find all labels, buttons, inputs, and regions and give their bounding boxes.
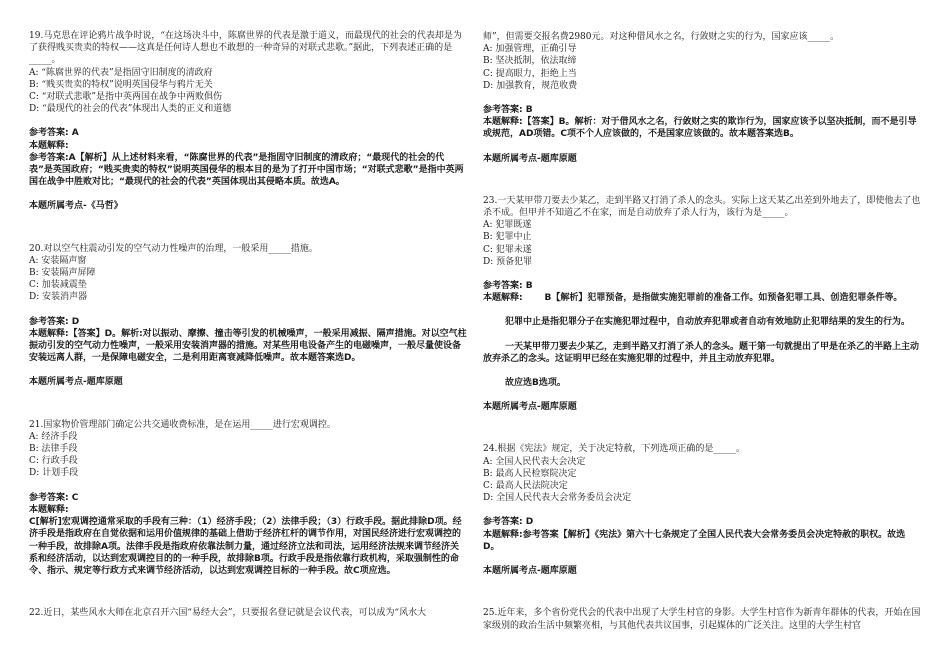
explanation: 参考答案:A【解析】从上述材料来看，“陈腐世界的代表”是指固守旧制度的清政府；“最现代的社会的代表”是英国政府；“贱买贵卖的特权”说明英国侵华的根本目的是为了打开中国市场；“对联式悲歌”是指中英两国在战争中胜败对比；“最现代的社会的代表”英国体现出其侵略本质。故选A。 (29, 152, 464, 188)
answer: 参考答案: B (483, 105, 533, 116)
explanation-paragraph: 犯罪中止是指犯罪分子在实施犯罪过程中，自动放弃犯罪或者自动有效地防止犯罪结果的发生的行为。 (505, 317, 911, 328)
question-22-continued (483, 31, 921, 165)
answer: 参考答案: D (29, 316, 80, 327)
option-c: C: 犯罪未遂 (483, 244, 532, 255)
explanation: C[解析]宏观调控通常采取的手段有三种：（1）经济手段；（2）法律手段；（3）行政手段。据此排除D项。经济手段是指政府在自觉依据和运用价值规律的基础上借助于经济杠杆的调节作用，对国民经济进行宏观调控的一种手段，故排除A项。法律手段是指政府依靠法制力量，通过经济立法和司法，运用经济法规来调节经济关系和经济活动，以达到宏观调控目的的一种手段，故排除B项。行政手段是指依靠行政机构，采取强制性的命令、指示、规定等行政方式来调节经济活动，以达到宏观调控目标的一种手段。故C项应选。 (29, 517, 462, 576)
option-d: D: “最现代的社会的代表”体现出人类的正义和道德 (29, 104, 232, 115)
option-a: A: 安装隔声窗 (29, 255, 87, 266)
explanation-line (483, 292, 921, 304)
topic-source: 本题所属考点-题库原题 (29, 377, 123, 388)
answer: 参考答案: B (483, 281, 533, 292)
topic-source: 本题所属考点-题库原题 (483, 153, 577, 164)
left-column (29, 30, 467, 619)
option-d: D: 计划手段 (29, 468, 79, 479)
answer: 参考答案: C (29, 492, 79, 503)
option-b: B: 最高人民检察院决定 (483, 468, 577, 479)
option-d: D: 加强教育，规范收费 (483, 80, 578, 91)
option-d: D: 预备犯罪 (483, 256, 533, 267)
option-c: C: 提高眼力，拒绝上当 (483, 68, 577, 79)
option-d: D: 全国人民代表大会常务委员会决定 (483, 493, 632, 504)
explanation-label: 本题解释: (483, 293, 523, 304)
question-stem: 21.国家物价管理部门确定公共交通收费标准，是在运用_____进行宏观调控。 (29, 419, 336, 430)
explanation-text: B【解析】犯罪预备，是指做实施犯罪前的准备工作。如预备犯罪工具、创造犯罪条件等。 (544, 293, 903, 304)
explanation: 本题解释:【答案】B。解析：对于借风水之名，行敛财之实的欺诈行为，国家应该予以坚决抵制，而不是引导或规范，AD项错。C项不个人应该做的，不是国家应该做的。故本题答案选B。 (483, 117, 917, 140)
question-20 (29, 243, 467, 389)
option-b: B: 犯罪中止 (483, 232, 532, 243)
explanation: 本题解释:参考答案【解析】《宪法》第六十七条规定了全国人民代表大会常务委员会决定特赦的职权。故选D。 (483, 529, 906, 552)
explanation-label: 本题解释: (29, 504, 69, 515)
option-c: C: “对联式悲歌”是指中英两国在战争中两败俱伤 (29, 92, 222, 103)
option-b: B: 坚决抵制，依法取缔 (483, 56, 577, 67)
question-22 (29, 607, 467, 619)
option-a: A: 加强管理，正确引导 (483, 44, 577, 55)
explanation-label: 本题解释: (29, 140, 69, 151)
topic-source: 本题所属考点-题库原题 (483, 566, 577, 577)
topic-source: 本题所属考点-《马哲》 (29, 201, 123, 212)
option-c: C: 行政手段 (29, 456, 78, 467)
explanation: 本题解释:【答案】D。解析:对以振动、摩擦、撞击等引发的机械噪声，一般采用减振、隔声措施。对以空气柱振动引发的空气动力性噪声，一般采用安装消声器的措施。对某些用电设备产生的电磁噪声，一般尽量使设备安装远离人群，一是保障电磁安全，二是利用距离衰减降低噪声。故本题答案选D。 (29, 328, 467, 364)
topic-source: 本题所属考点-题库原题 (483, 402, 577, 413)
option-b: B: 安装隔声屏障 (29, 268, 96, 279)
question-23 (483, 195, 921, 414)
option-a: A: 犯罪既遂 (483, 220, 532, 231)
explanation-paragraph: 故应选B选项。 (505, 378, 566, 389)
question-24 (483, 443, 921, 577)
option-c: C: 最高人民法院决定 (483, 481, 568, 492)
question-stem: 23.一天某甲带刀要去少某乙，走到半路又打消了杀人的念头。实际上这天某乙出差到外地去了，即使他去了也杀不成。但甲并不知道乙不在家，而是自动放弃了杀人行为，该行为是_____。 (483, 195, 921, 219)
option-b: B: “贱买贵卖的特权”说明英国侵华与鸦片无关 (29, 79, 213, 90)
option-a: A: 经济手段 (29, 431, 78, 442)
right-column (483, 31, 921, 632)
question-stem: 师”，但需要交报名费2980元。对这种借风水之名，行敛财之实的行为，国家应该_____。 (483, 32, 840, 42)
question-stem: 22.近日，某些风水大师在北京召开六国“易经大会”，只要报名登记就是会议代表，可以成为“风水大 (29, 608, 427, 619)
option-a: A: “陈腐世界的代表”是指固守旧制度的清政府 (29, 67, 213, 78)
question-stem: 19.马克思在评论鸦片战争时说，“在这场决斗中，陈腐世界的代表是激于道义，而最现代的社会的代表却是为了获得贱买贵卖的特权——这真是任何诗人想也不敢想的一种奇异的对联式悲歌。”据此，下列表述正确的是_____。 (29, 31, 462, 66)
question-19 (29, 30, 467, 213)
option-d: D: 安装消声器 (29, 292, 88, 303)
question-stem: 24.根据《宪法》规定，关于决定特赦，下列选项正确的是_____。 (483, 444, 745, 455)
option-c: C: 加装减震垫 (29, 280, 87, 291)
option-b: B: 法律手段 (29, 444, 78, 455)
question-stem: 25.近年来，多个省份党代会的代表中出现了大学生村官的身影。大学生村官作为新青年群体的代表，开始在国家级别的政治生活中频繁亮相，与其他代表共议国事，引起媒体的广泛关注。这里的大学生村官 (483, 608, 921, 631)
option-a: A: 全国人民代表大会决定 (483, 456, 586, 467)
question-21 (29, 419, 467, 577)
answer: 参考答案: D (483, 517, 534, 528)
question-25 (483, 607, 921, 631)
question-stem: 20.对以空气柱震动引发的空气动力性噪声的治理，一般采用_____措施。 (29, 243, 318, 254)
explanation-paragraph: 一天某甲带刀要去少某乙，走到半路又打消了杀人的念头。题干第一句就提出了甲是在杀乙的半路上主动放弃杀乙的念头。这证明甲已经在实施犯罪的过程中，并且主动放弃犯罪。 (483, 341, 920, 364)
answer: 参考答案: A (29, 128, 79, 139)
